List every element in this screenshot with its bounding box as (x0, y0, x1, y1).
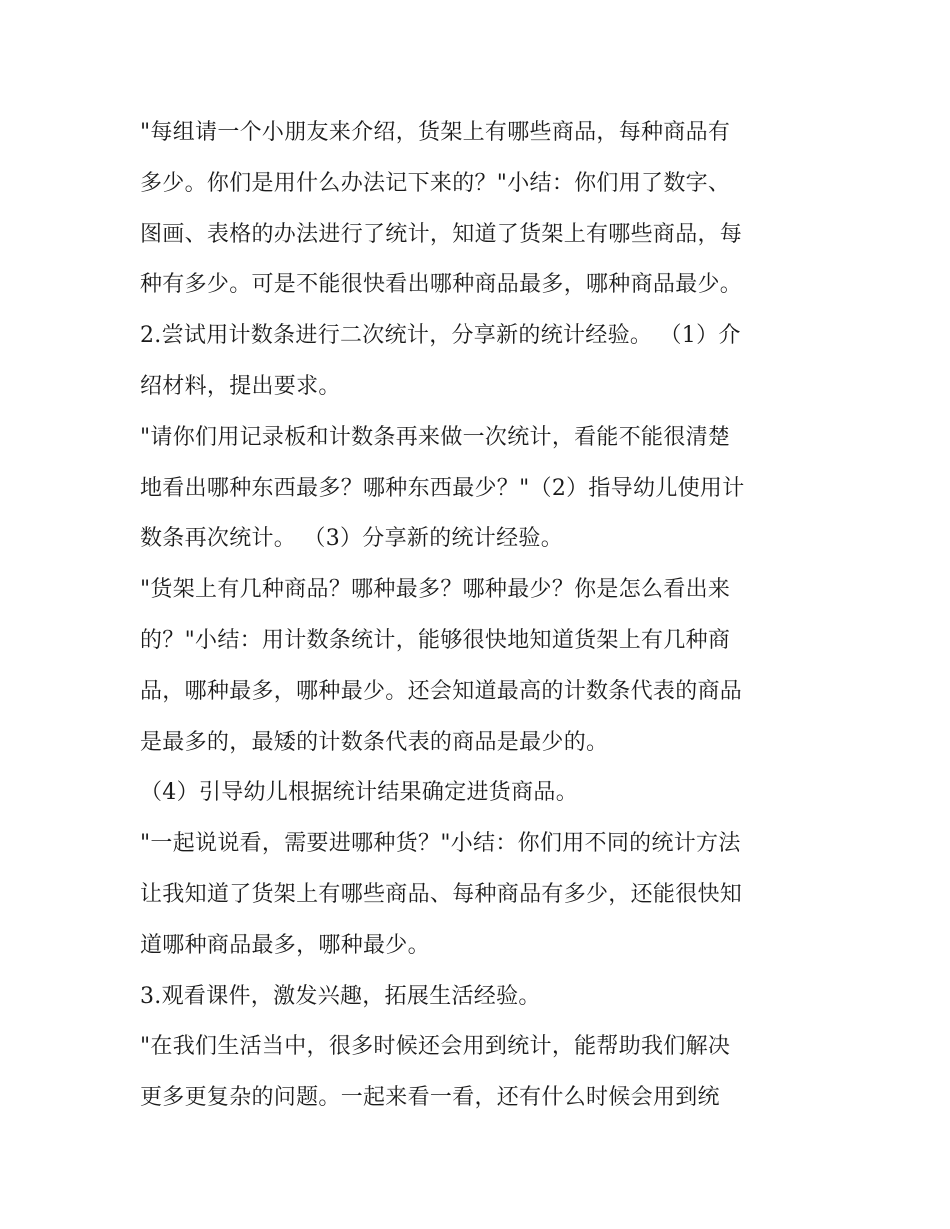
text-line: 更多更复杂的问题。一起来看一看，还有什么时候会用到统 (140, 1085, 720, 1111)
text-line: "每组请一个小朋友来介绍，货架上有哪些商品，每种商品有 (140, 120, 731, 145)
text-line: 多少。你们是用什么办法记下来的？"小结：你们用了数字、 (140, 170, 731, 196)
text-line: 种有多少。可是不能很快看出哪种商品最多，哪种商品最少。 (140, 272, 743, 298)
text-line: 让我知道了货架上有哪些商品、每种商品有多少，还能很快知 (140, 881, 743, 907)
text-line: 的？"小结：用计数条统计，能够很快地知道货架上有几种商 (140, 627, 731, 653)
text-line: （4）引导幼儿根据统计结果确定进货商品。 (140, 780, 578, 806)
text-line: 道哪种商品最多，哪种最少。 (140, 932, 430, 958)
text-line: "货架上有几种商品？哪种最多？哪种最少？你是怎么看出来 (140, 577, 731, 603)
text-line: 地看出哪种东西最多？哪种东西最少？"（2）指导幼儿使用计 (140, 475, 745, 501)
text-line: 是最多的，最矮的计数条代表的商品是最少的。 (140, 729, 609, 755)
text-line: 2.尝试用计数条进行二次统计，分享新的统计经验。 （1）介 (140, 323, 741, 349)
text-line: "在我们生活当中，很多时候还会用到统计，能帮助我们解决 (140, 1034, 731, 1060)
text-line: 数条再次统计。 （3）分享新的统计经验。 (140, 526, 563, 552)
document-body (140, 108, 820, 1124)
text-line: 图画、表格的办法进行了统计，知道了货架上有哪些商品，每 (140, 221, 743, 247)
text-line: 3.观看课件，激发兴趣，拓展生活经验。 (140, 983, 541, 1009)
text-line: 品，哪种最多，哪种最少。还会知道最高的计数条代表的商品 (140, 678, 743, 704)
text-line: "请你们用记录板和计数条再来做一次统计，看能不能很清楚 (140, 424, 731, 450)
text-line: "一起说说看，需要进哪种货？"小结：你们用不同的统计方法 (140, 831, 741, 857)
text-line: 绍材料，提出要求。 (140, 373, 341, 399)
